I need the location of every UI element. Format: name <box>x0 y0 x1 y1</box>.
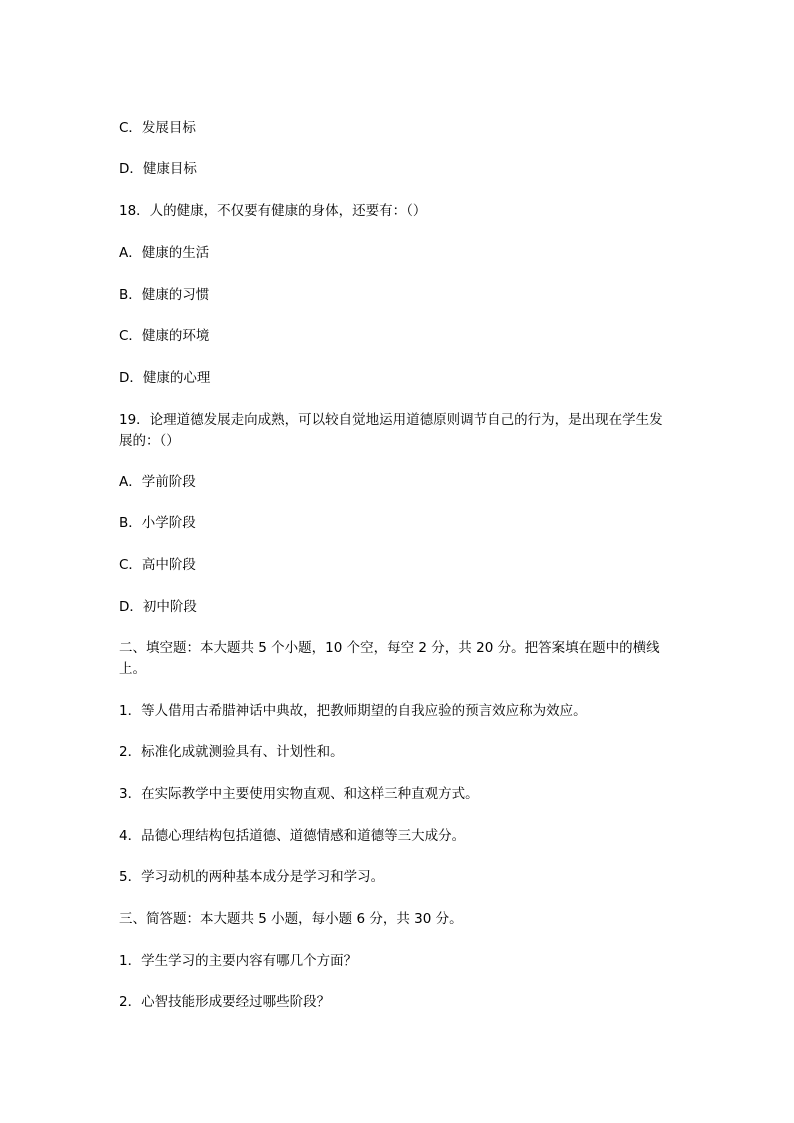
option-19b: B．小学阶段 <box>119 515 196 531</box>
option-19c: C．高中阶段 <box>119 557 196 573</box>
option-18c: C．健康的环境 <box>119 328 210 344</box>
short-answer-question-1: 1．学生学习的主要内容有哪几个方面？ <box>119 953 358 969</box>
option-17d: D．健康目标 <box>119 161 197 177</box>
option-18a: A．健康的生活 <box>119 245 210 261</box>
fill-in-question-4: 4．品德心理结构包括道德、道德情感和道德等三大成分。 <box>119 828 466 844</box>
question-19: 19．论理道德发展走向成熟，可以较自觉地运用道德原则调节自己的行为，是出现在学生发展的：（） <box>119 412 663 449</box>
section-short-answer-heading: 三、简答题：本大题共 5 小题，每小题 6 分，共 30 分。 <box>119 911 463 927</box>
option-18b: B．健康的习惯 <box>119 287 210 303</box>
option-17c: C．发展目标 <box>119 120 196 136</box>
fill-in-question-2: 2．标准化成就测验具有、计划性和。 <box>119 744 344 760</box>
option-19a: A．学前阶段 <box>119 474 196 490</box>
question-18: 18．人的健康，不仅要有健康的身体，还要有：（） <box>119 203 427 219</box>
option-18d: D．健康的心理 <box>119 370 211 386</box>
fill-in-question-3: 3．在实际教学中主要使用实物直观、和这样三种直观方式。 <box>119 786 479 802</box>
short-answer-question-2: 2．心智技能形成要经过哪些阶段？ <box>119 994 331 1010</box>
fill-in-question-1: 1．等人借用古希腊神话中典故，把教师期望的自我应验的预言效应称为效应。 <box>119 703 587 719</box>
option-19d: D．初中阶段 <box>119 599 197 615</box>
section-fill-in-heading: 二、填空题：本大题共 5 个小题，10 个空，每空 2 分，共 20 分。把答案填在题中的横线上。 <box>119 640 660 677</box>
fill-in-question-5: 5．学习动机的两种基本成分是学习和学习。 <box>119 869 385 885</box>
